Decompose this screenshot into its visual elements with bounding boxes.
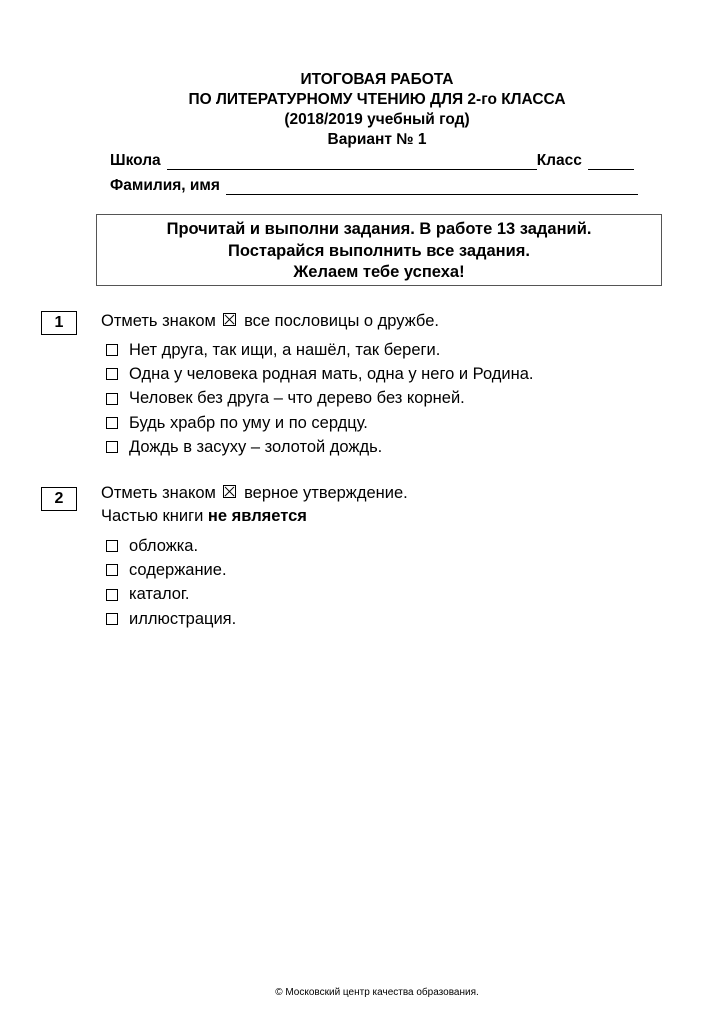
- school-class-row: [110, 150, 634, 170]
- checkbox[interactable]: [106, 441, 118, 453]
- header-subject: ПО ЛИТЕРАТУРНОМУ ЧТЕНИЮ ДЛЯ 2-го КЛАССА: [188, 91, 566, 108]
- name-input-line[interactable]: [226, 180, 638, 195]
- option-label: Человек без друга – что дерево без корней.: [129, 389, 465, 408]
- option-label: Одна у человека родная мать, одна у него и Родина.: [129, 364, 534, 383]
- school-label: Школа: [110, 152, 161, 169]
- school-input-line[interactable]: [167, 155, 537, 170]
- checkbox[interactable]: [106, 368, 118, 380]
- task-2-subprompt-bold: не является: [207, 507, 307, 525]
- name-row: [110, 175, 638, 195]
- header-year: (2018/2019 учебный год): [284, 111, 470, 128]
- task-2-subprompt-line: [101, 505, 408, 528]
- option-item: [106, 387, 534, 411]
- option-item: [106, 607, 236, 631]
- checkbox[interactable]: [106, 564, 118, 576]
- option-label: Будь храбр по уму и по сердцу.: [129, 413, 368, 432]
- task-2-prompt-after: верное утверждение.: [244, 484, 408, 502]
- class-label: Класс: [536, 152, 582, 169]
- checkbox[interactable]: [106, 589, 118, 601]
- option-item: [106, 435, 534, 459]
- option-label: Дождь в засуху – золотой дождь.: [129, 437, 383, 456]
- option-label: обложка.: [129, 536, 199, 555]
- task-1-options: [106, 338, 534, 459]
- task-number-2: 2: [41, 487, 77, 511]
- task-2-prompt-before: Отметь знаком: [101, 484, 216, 502]
- option-item: [106, 534, 236, 558]
- instructions-line-2: Постарайся выполнить все задания.: [227, 241, 530, 260]
- checkbox[interactable]: [106, 417, 118, 429]
- option-label: Нет друга, так ищи, а нашёл, так береги.: [129, 340, 441, 359]
- option-item: [106, 558, 236, 582]
- worksheet-header: [0, 70, 724, 150]
- task-1-prompt-before: Отметь знаком: [101, 312, 216, 330]
- instructions-line-3: Желаем тебе успеха!: [293, 263, 465, 281]
- header-title: ИТОГОВАЯ РАБОТА: [300, 71, 454, 88]
- option-label: каталог.: [129, 585, 190, 604]
- task-2-prompt-line: [101, 482, 408, 505]
- option-label: иллюстрация.: [129, 609, 237, 628]
- copyright-footer: © Московский центр качества образования.: [275, 987, 479, 998]
- option-item: [106, 411, 534, 435]
- checked-box-icon: [223, 485, 236, 498]
- name-label: Фамилия, имя: [110, 177, 220, 194]
- option-label: содержание.: [129, 560, 227, 579]
- task-1-prompt-after: все пословицы о дружбе.: [244, 312, 439, 330]
- checkbox[interactable]: [106, 393, 118, 405]
- instructions-box: [96, 214, 662, 286]
- option-item: [106, 362, 534, 386]
- task-2-subprompt: Частью книги: [101, 507, 204, 525]
- option-item: [106, 338, 534, 362]
- checkbox[interactable]: [106, 540, 118, 552]
- task-1-prompt: [101, 310, 439, 333]
- task-2-options: [106, 534, 236, 631]
- checkbox[interactable]: [106, 613, 118, 625]
- header-variant: Вариант № 1: [327, 131, 427, 148]
- class-input-line[interactable]: [588, 155, 634, 170]
- instructions-line-1: Прочитай и выполни задания. В работе 13 заданий.: [166, 220, 592, 238]
- checked-box-icon: [223, 313, 236, 326]
- checkbox[interactable]: [106, 344, 118, 356]
- option-item: [106, 583, 236, 607]
- task-2-prompt: [101, 482, 408, 528]
- task-number-1: 1: [41, 311, 77, 335]
